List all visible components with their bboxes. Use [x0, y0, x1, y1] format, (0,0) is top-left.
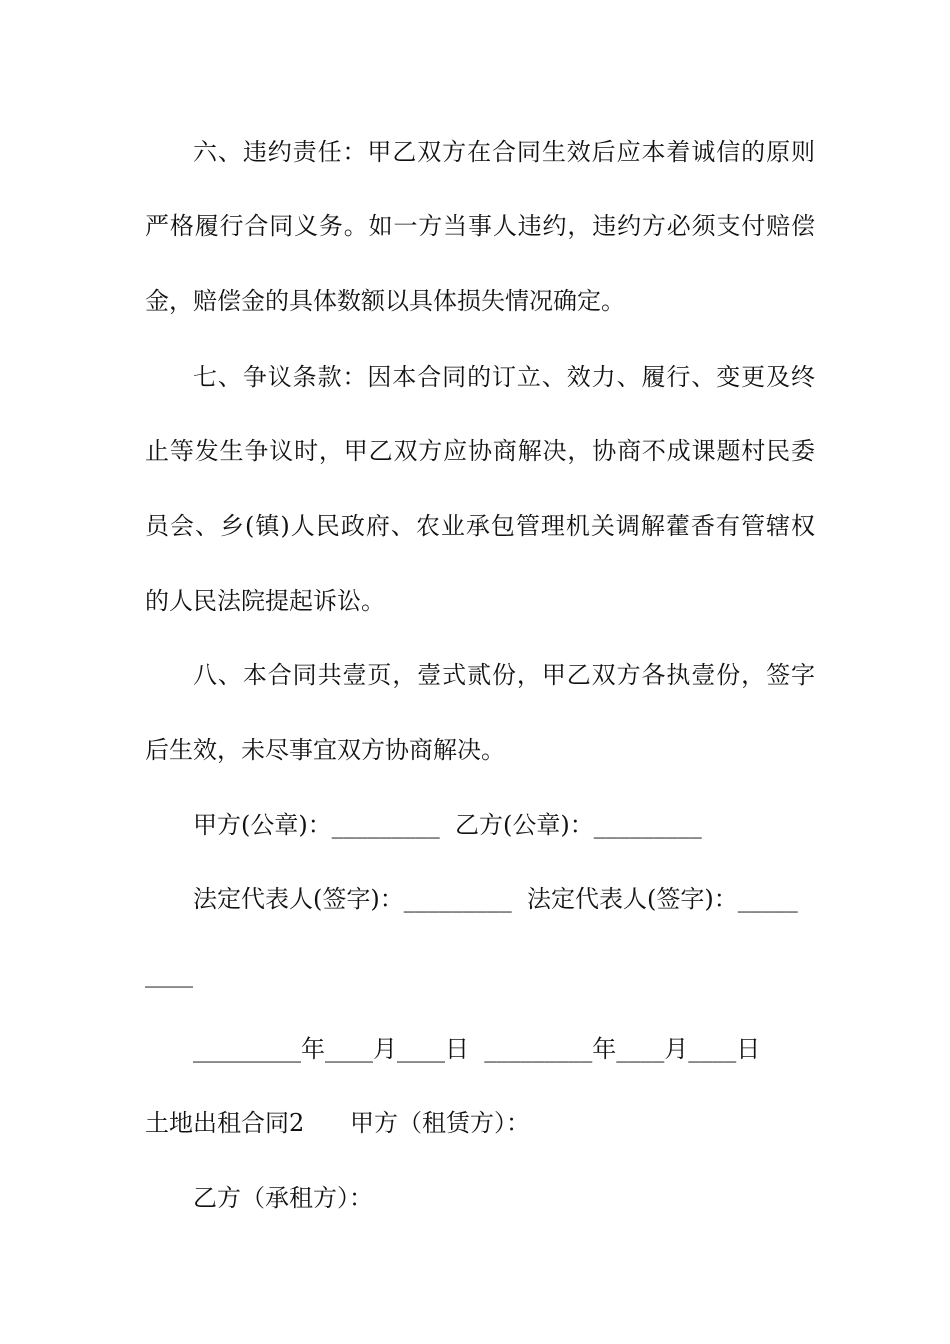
- next-contract-heading: 土地出租合同2 甲方（租赁方）：: [145, 1109, 531, 1137]
- clause-7-line-1: 七、争议条款：因本合同的订立、效力、履行、变更及终: [193, 363, 815, 391]
- clause-7-line-2: 止等发生争议时，甲乙双方应协商解决，协商不成课题村民委: [145, 437, 815, 465]
- representative-signature-continuation: ____: [145, 960, 193, 988]
- clause-6-line-2: 严格履行合同义务。如一方当事人违约，违约方必须支付赔偿: [145, 212, 815, 240]
- clause-6-line-3: 金，赔偿金的具体数额以具体损失情况确定。: [145, 287, 625, 315]
- date-line: _________年____月____日 _________年____月____日: [193, 1035, 761, 1063]
- representative-signature-line: 法定代表人(签字)：_________ 法定代表人(签字)：_____: [193, 885, 798, 913]
- party-b-line: 乙方（承租方）：: [193, 1184, 373, 1212]
- clause-8-line-2: 后生效，未尽事宜双方协商解决。: [145, 736, 505, 764]
- clause-7-line-3: 员会、乡(镇)人民政府、农业承包管理机关调解藿香有管辖权: [145, 512, 815, 540]
- clause-8-line-1: 八、本合同共壹页，壹式贰份，甲乙双方各执壹份，签字: [193, 661, 815, 689]
- clause-7-line-4: 的人民法院提起诉讼。: [145, 587, 385, 615]
- seal-signature-line: 甲方(公章)：_________ 乙方(公章)：_________: [193, 811, 702, 839]
- clause-6-line-1: 六、违约责任：甲乙双方在合同生效后应本着诚信的原则: [193, 138, 815, 166]
